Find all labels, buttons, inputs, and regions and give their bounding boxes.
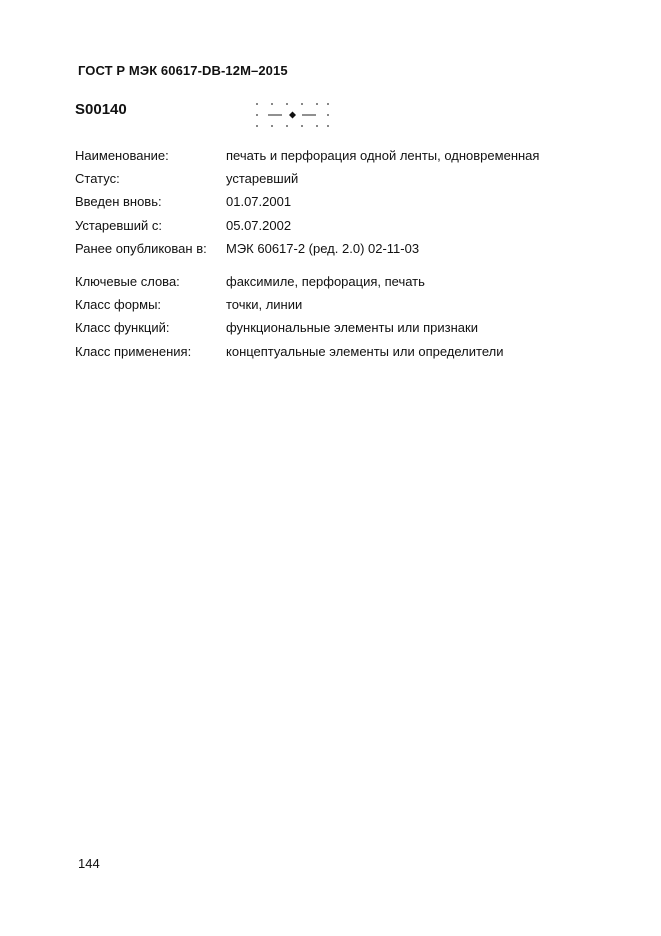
field-value: печать и перфорация одной ленты, одновременная <box>226 148 540 163</box>
field-label: Наименование: <box>75 148 169 163</box>
field-value: факсимиле, перфорация, печать <box>226 273 425 289</box>
field-value: точки, линии <box>226 297 303 313</box>
field-label: Статус: <box>75 171 120 187</box>
field-value: концептуальные элементы или определители <box>226 343 504 359</box>
field-label: Введен вновь: <box>75 194 162 210</box>
page-number: 144 <box>78 856 100 871</box>
field-value: устаревший <box>226 171 299 187</box>
field-label: Класс применения: <box>75 343 192 359</box>
field-value: МЭК 60617-2 (ред. 2.0) 02-11-03 <box>226 240 420 256</box>
field-value: функциональные элементы или признаки <box>226 320 478 336</box>
punched-tape-symbol-icon <box>254 101 332 129</box>
field-label: Ключевые слова: <box>75 273 180 289</box>
field-value: 01.07.2001 <box>226 194 292 210</box>
field-label: Класс формы: <box>75 297 162 313</box>
field-value: 05.07.2002 <box>226 217 292 233</box>
standard-header: ГОСТ Р МЭК 60617-DB-12M–2015 <box>78 63 288 78</box>
field-label: Ранее опубликован в: <box>75 240 207 256</box>
field-label: Устаревший с: <box>75 217 162 233</box>
symbol-code: S00140 <box>75 101 127 118</box>
field-label: Класс функций: <box>75 320 170 336</box>
